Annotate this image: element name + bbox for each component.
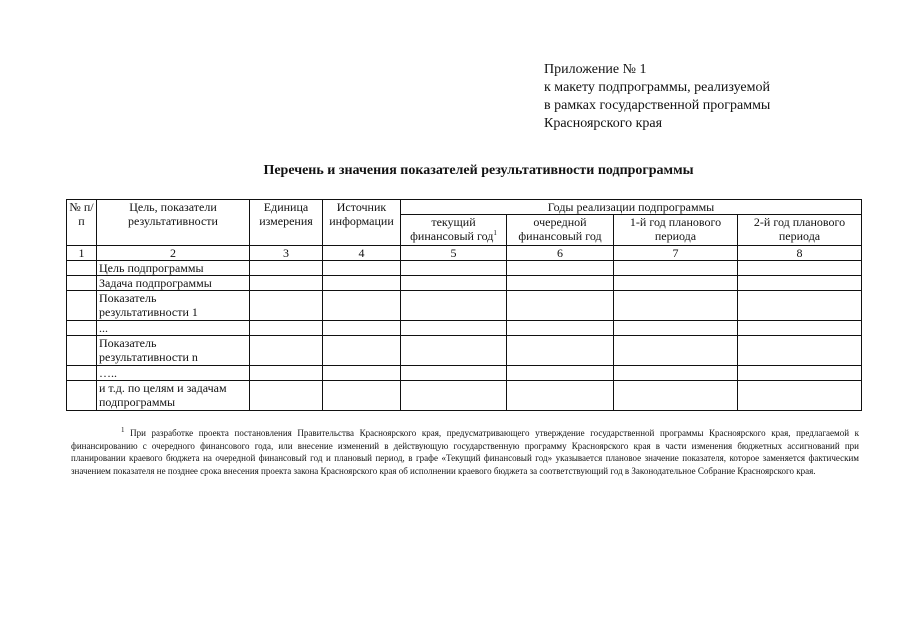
current-year-label: текущий финансовый год	[410, 215, 494, 243]
header-cell-source: Источник информации	[323, 200, 401, 246]
table-row	[67, 336, 862, 366]
header-cell-unit: Единица измерения	[250, 200, 323, 246]
row-label-etc: и т.д. по целям и задачам подпрограммы	[97, 381, 250, 411]
col-number-8: 8	[738, 246, 862, 261]
col-number-5: 5	[401, 246, 507, 261]
table-row	[67, 366, 862, 381]
row-label-goal: Цель подпрограммы	[97, 261, 250, 276]
table-row	[67, 261, 862, 276]
header-cell-goal: Цель, показатели результативности	[97, 200, 250, 246]
row-label-ellipsis-2: …..	[97, 366, 250, 381]
header-cell-plan-year-1: 1-й год планового периода	[614, 215, 738, 246]
header-cell-no: № п/п	[67, 200, 97, 246]
table-row	[67, 291, 862, 321]
header-cell-next-year: очередной финансовый год	[507, 215, 614, 246]
header-row-1	[67, 200, 862, 215]
document-title: Перечень и значения показателей результативности подпрограммы	[263, 163, 694, 178]
row-label-indicator-1: Показатель результативности 1	[97, 291, 250, 321]
table-row	[67, 276, 862, 291]
column-number-row	[67, 246, 862, 261]
footnote-mark: 1	[121, 426, 125, 434]
footnote	[71, 427, 859, 477]
footnote-ref: 1	[493, 229, 497, 237]
header-cell-plan-year-2: 2-й год планового периода	[738, 215, 862, 246]
table-row	[67, 321, 862, 336]
indicators-table	[66, 199, 862, 411]
col-number-3: 3	[250, 246, 323, 261]
col-number-1: 1	[67, 246, 97, 261]
row-label-ellipsis-1: ...	[97, 321, 250, 336]
appendix-line-4: Красноярского края	[544, 116, 663, 131]
appendix-number: Приложение № 1	[544, 62, 647, 77]
header-cell-current-year	[401, 215, 507, 246]
appendix-header	[544, 61, 884, 133]
col-number-6: 6	[507, 246, 614, 261]
footnote-text: При разработке проекта постановления Правительства Красноярского края, предусматривающего утверждение государственной программы Красноярского края, предлагаемой к финансированию с очередного финансового года, или внесение изменений в действующую государственную программу Красноярского края в части изменения бюджетных ассигнований при планировании краевого бюджета на очередной финансовый год и плановый период, в графе «Текущий финансовый год» указывается плановое значение показателя, которое заменяется фактическим значением показателя не позднее срока внесения проекта закона Красноярского края об исполнении краевого бюджета за соответствующий год в Законодательное Собрание Красноярского края.	[71, 428, 860, 476]
appendix-line-2: к макету подпрограммы, реализуемой	[544, 80, 770, 95]
col-number-4: 4	[323, 246, 401, 261]
appendix-line-3: в рамках государственной программы	[544, 98, 771, 113]
table-row	[67, 381, 862, 411]
col-number-2: 2	[97, 246, 250, 261]
row-label-task: Задача подпрограммы	[97, 276, 250, 291]
col-number-7: 7	[614, 246, 738, 261]
row-label-indicator-n: Показатель результативности n	[97, 336, 250, 366]
header-cell-years: Годы реализации подпрограммы	[401, 200, 862, 215]
